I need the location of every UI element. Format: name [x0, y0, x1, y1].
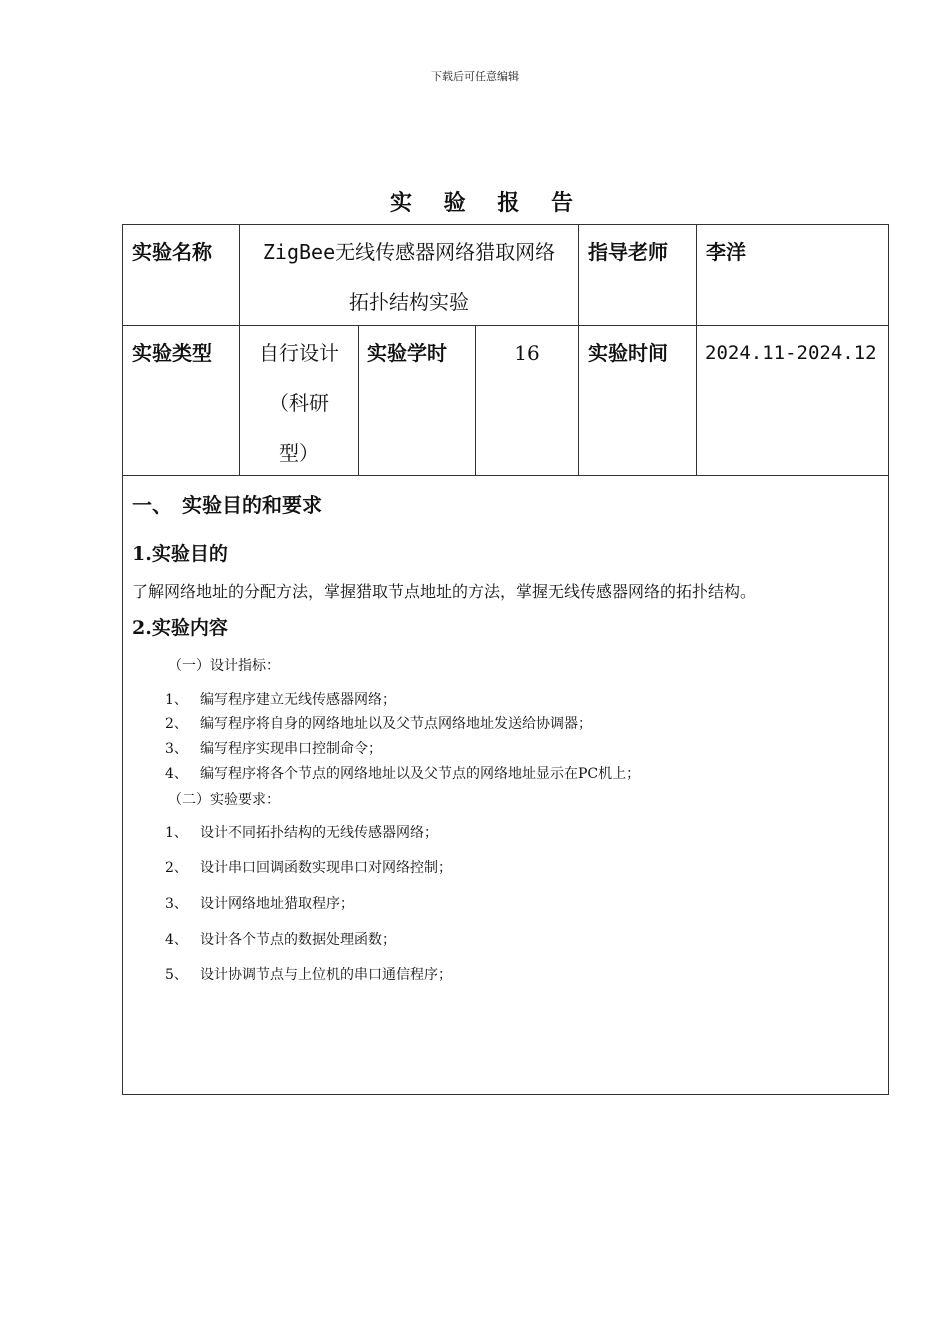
row-divider-2 [123, 475, 888, 476]
report-table [122, 224, 889, 1095]
experiment-type-label: 实验类型 [132, 341, 212, 365]
section-heading-purpose-requirements: 一、 实验目的和要求 [132, 493, 322, 517]
list-item: 4、 编写程序将各个节点的网络地址以及父节点的网络地址显示在PC机上； [165, 766, 641, 782]
col-divider-2 [578, 225, 579, 475]
list-item: 2、 设计串口回调函数实现串口对网络控制； [165, 860, 452, 876]
list-item: 3、 设计网络地址猎取程序； [165, 896, 354, 912]
purpose-text: 了解网络地址的分配方法，掌握猎取节点地址的方法，掌握无线传感器网络的拓扑结构。 [132, 582, 757, 601]
list-item: 4、 设计各个节点的数据处理函数； [165, 932, 396, 948]
experiment-name-line2: 拓扑结构实验 [349, 290, 469, 314]
list-item: 3、 编写程序实现串口控制命令； [165, 741, 382, 757]
experiment-name-label: 实验名称 [132, 240, 212, 264]
design-heading: （一）设计指标： [168, 658, 280, 674]
content-heading: 2.实验内容 [132, 617, 228, 639]
list-item: 2、 编写程序将自身的网络地址以及父节点网络地址发送给协调器； [165, 716, 592, 732]
hours-value: 16 [514, 341, 540, 365]
list-item: 5、 设计协调节点与上位机的串口通信程序； [165, 967, 452, 983]
experiment-name-line1: ZigBee无线传感器网络猎取网络 [262, 240, 556, 264]
teacher-value: 李洋 [706, 240, 746, 264]
requirements-heading: （二）实验要求： [168, 792, 280, 808]
teacher-label: 指导老师 [588, 240, 668, 264]
purpose-heading: 1.实验目的 [132, 543, 228, 565]
list-item: 1、 编写程序建立无线传感器网络； [165, 692, 396, 708]
col-divider-4 [358, 325, 359, 475]
header-note: 下载后可任意编辑 [431, 70, 519, 83]
experiment-type-line3: 型） [279, 441, 319, 465]
experiment-type-line2: （科研 [269, 391, 329, 415]
experiment-type-line1: 自行设计 [259, 341, 339, 365]
document-title: 实 验 报 告 [390, 190, 585, 216]
time-label: 实验时间 [588, 341, 668, 365]
hours-label: 实验学时 [367, 341, 447, 365]
col-divider-3 [696, 225, 697, 475]
list-item: 1、 设计不同拓扑结构的无线传感器网络； [165, 825, 438, 841]
time-value: 2024.11-2024.12 [705, 342, 877, 364]
